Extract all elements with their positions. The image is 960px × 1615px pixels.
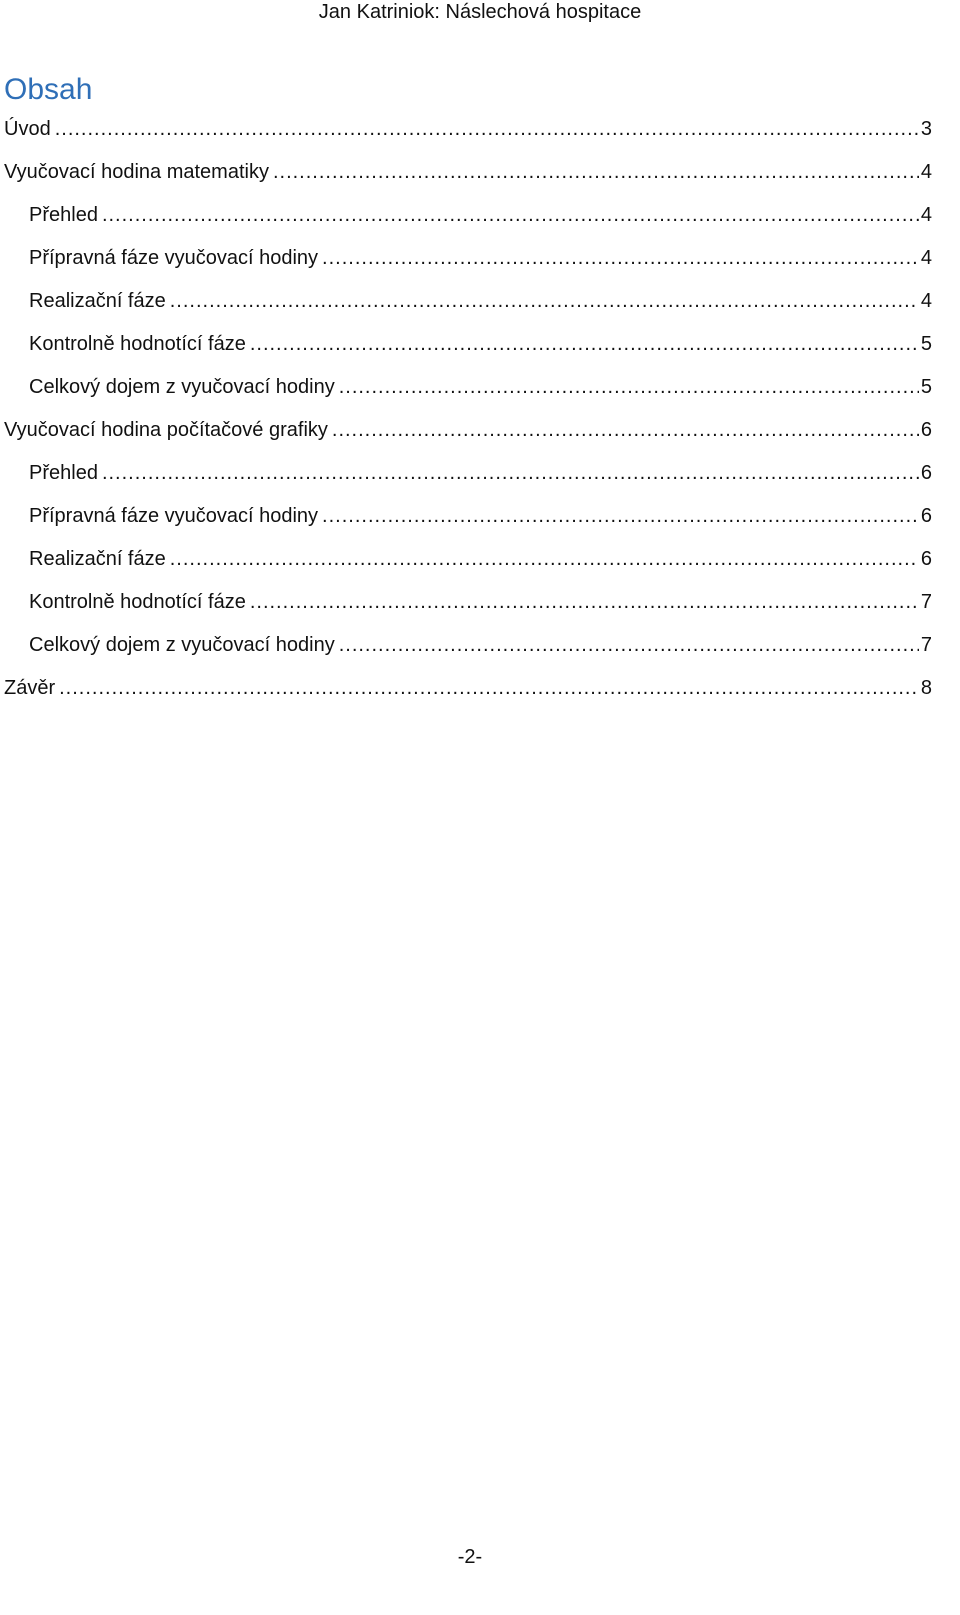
toc-entry-page: 3 bbox=[920, 118, 932, 140]
toc-entry-title: Přípravná fáze vyučovací hodiny bbox=[29, 505, 319, 527]
dot-leader bbox=[339, 366, 919, 409]
toc-subentry[interactable] bbox=[4, 495, 932, 538]
toc-entry-title: Kontrolně hodnotící fáze bbox=[29, 333, 246, 355]
toc-entry-title: Realizační fáze bbox=[29, 290, 166, 312]
toc-heading: Obsah bbox=[4, 73, 93, 106]
dot-leader bbox=[322, 237, 919, 280]
dot-leader bbox=[250, 581, 919, 624]
toc-entry[interactable] bbox=[4, 667, 932, 710]
toc-entry-page: 4 bbox=[920, 247, 932, 269]
toc-entry-page: 8 bbox=[920, 677, 932, 699]
dot-leader bbox=[273, 151, 919, 194]
dot-leader bbox=[322, 495, 919, 538]
toc-entry[interactable] bbox=[4, 409, 932, 452]
dot-leader bbox=[170, 538, 919, 581]
toc-entry-page: 4 bbox=[920, 290, 932, 312]
running-header: Jan Katriniok: Náslechová hospitace bbox=[318, 1, 642, 23]
toc-subentry[interactable] bbox=[4, 194, 932, 237]
toc-subentry[interactable] bbox=[4, 624, 932, 667]
dot-leader bbox=[332, 409, 919, 452]
toc-subentry[interactable] bbox=[4, 538, 932, 581]
dot-leader bbox=[170, 280, 919, 323]
toc-entry[interactable] bbox=[4, 108, 932, 151]
dot-leader bbox=[59, 667, 919, 710]
toc-entry-page: 6 bbox=[920, 419, 932, 441]
dot-leader bbox=[55, 108, 919, 151]
toc-entry-title: Závěr bbox=[4, 677, 56, 699]
page-number: -2- bbox=[457, 1546, 483, 1568]
table-of-contents bbox=[4, 108, 932, 710]
toc-entry-title: Kontrolně hodnotící fáze bbox=[29, 591, 246, 613]
dot-leader bbox=[102, 452, 919, 495]
toc-entry-title: Realizační fáze bbox=[29, 548, 166, 570]
toc-entry-page: 6 bbox=[920, 462, 932, 484]
toc-subentry[interactable] bbox=[4, 452, 932, 495]
toc-entry-page: 4 bbox=[920, 161, 932, 183]
toc-entry-page: 4 bbox=[920, 204, 932, 226]
toc-entry-page: 6 bbox=[920, 505, 932, 527]
toc-subentry[interactable] bbox=[4, 323, 932, 366]
toc-entry[interactable] bbox=[4, 151, 932, 194]
toc-entry-title: Vyučovací hodina počítačové grafiky bbox=[4, 419, 328, 441]
toc-entry-title: Přehled bbox=[29, 462, 98, 484]
toc-entry-title: Přehled bbox=[29, 204, 98, 226]
toc-entry-page: 7 bbox=[920, 591, 932, 613]
toc-subentry[interactable] bbox=[4, 581, 932, 624]
toc-entry-title: Celkový dojem z vyučovací hodiny bbox=[29, 634, 335, 656]
toc-subentry[interactable] bbox=[4, 280, 932, 323]
toc-subentry[interactable] bbox=[4, 366, 932, 409]
toc-entry-page: 6 bbox=[920, 548, 932, 570]
toc-entry-title: Vyučovací hodina matematiky bbox=[4, 161, 269, 183]
toc-entry-page: 5 bbox=[920, 376, 932, 398]
dot-leader bbox=[102, 194, 919, 237]
toc-entry-page: 5 bbox=[920, 333, 932, 355]
toc-entry-page: 7 bbox=[920, 634, 932, 656]
toc-entry-title: Celkový dojem z vyučovací hodiny bbox=[29, 376, 335, 398]
toc-subentry[interactable] bbox=[4, 237, 932, 280]
toc-entry-title: Úvod bbox=[4, 118, 51, 140]
toc-entry-title: Přípravná fáze vyučovací hodiny bbox=[29, 247, 319, 269]
dot-leader bbox=[250, 323, 919, 366]
dot-leader bbox=[339, 624, 919, 667]
